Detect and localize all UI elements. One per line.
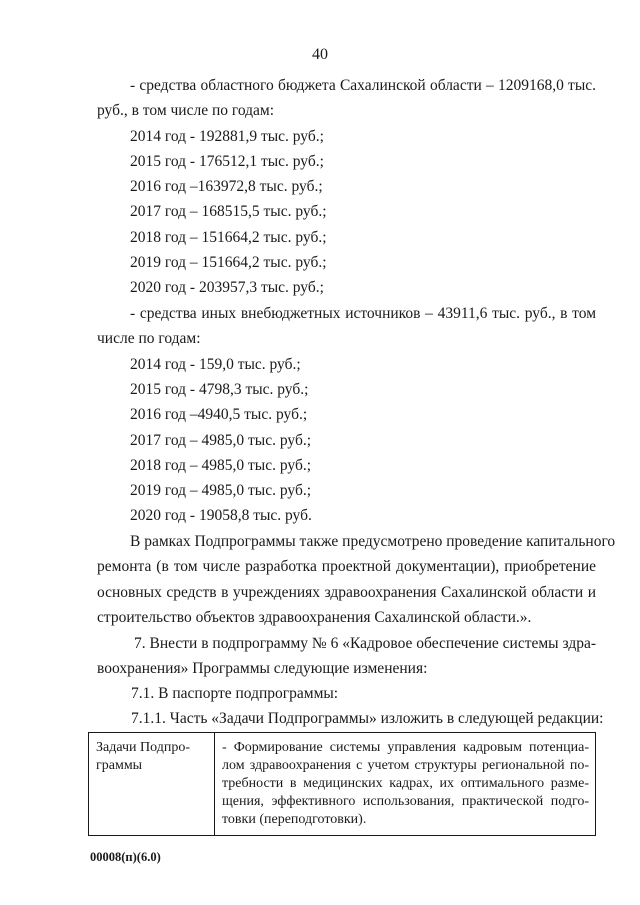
footer-code: 00008(п)(6.0) (90, 850, 161, 864)
other-year-line: 2019 год – 4985,0 тыс. руб.; (130, 482, 312, 499)
other-intro-line: - средства иных внебюджетных источников – 43911,6 тыс. руб., в том (130, 305, 596, 322)
tasks-table (88, 732, 596, 836)
tasks-content-cell (215, 733, 596, 836)
tasks-content-line: - Формирование системы управления кадровым потенциа- (222, 740, 589, 755)
other-year-line: 2020 год - 19058,8 тыс. руб. (130, 507, 312, 524)
capital-paragraph-line: В рамках Подпрограммы также предусмотрено проведение капитального (130, 533, 616, 550)
tasks-label-line: Задачи Подпро- (96, 740, 191, 755)
regional-intro-line: руб., в том числе по годам: (97, 102, 275, 119)
other-year-line: 2015 год - 4798,3 тыс. руб.; (130, 381, 309, 398)
tasks-label-cell (89, 733, 215, 836)
other-intro-line: числе по годам: (97, 330, 201, 347)
item7-1-1-line: 7.1.1. Часть «Задачи Подпрограммы» изложить в следующей редакции: (131, 710, 604, 727)
item7-line: воохранения» Программы следующие изменения: (97, 660, 428, 677)
regional-year-line: 2014 год - 192881,9 тыс. руб.; (130, 128, 324, 145)
capital-paragraph-line: ремонта (в том числе разработка проектной документации), приобретение (97, 558, 596, 575)
page-number: 40 (312, 46, 328, 63)
regional-year-line: 2018 год – 151664,2 тыс. руб.; (130, 229, 327, 246)
tasks-content-line: щения, эффективного использования, практической подго- (222, 794, 589, 809)
other-year-line: 2016 год –4940,5 тыс. руб.; (130, 406, 308, 423)
other-year-line: 2014 год - 159,0 тыс. руб.; (130, 356, 301, 373)
regional-year-line: 2015 год - 176512,1 тыс. руб.; (130, 153, 324, 170)
capital-paragraph-line: основных средств в учреждениях здравоохранения Сахалинской области и (97, 584, 596, 601)
tasks-content-line: требности в медицинских кадрах, их оптимального разме- (222, 776, 589, 791)
regional-year-line: 2017 год – 168515,5 тыс. руб.; (130, 203, 327, 220)
capital-paragraph-line: строительство объектов здравоохранения Сахалинской области.». (97, 609, 532, 626)
other-year-line: 2017 год – 4985,0 тыс. руб.; (130, 432, 312, 449)
regional-year-line: 2016 год –163972,8 тыс. руб.; (130, 178, 323, 195)
regional-year-line: 2020 год - 203957,3 тыс. руб.; (130, 279, 324, 296)
item7-line: 7. Внести в подпрограмму № 6 «Кадровое обеспечение системы здра- (134, 635, 596, 652)
other-year-line: 2018 год – 4985,0 тыс. руб.; (130, 457, 312, 474)
tasks-label-line: граммы (96, 758, 143, 773)
tasks-content-line: лом здравоохранения с учетом структуры региональной по- (222, 758, 589, 773)
regional-intro-line: - средства областного бюджета Сахалинской области – 1209168,0 тыс. (130, 77, 596, 94)
tasks-content-line: товки (переподготовки). (222, 812, 367, 827)
table-row (89, 733, 596, 836)
item7-1-line: 7.1. В паспорте подпрограммы: (131, 685, 339, 702)
regional-year-line: 2019 год – 151664,2 тыс. руб.; (130, 254, 327, 271)
